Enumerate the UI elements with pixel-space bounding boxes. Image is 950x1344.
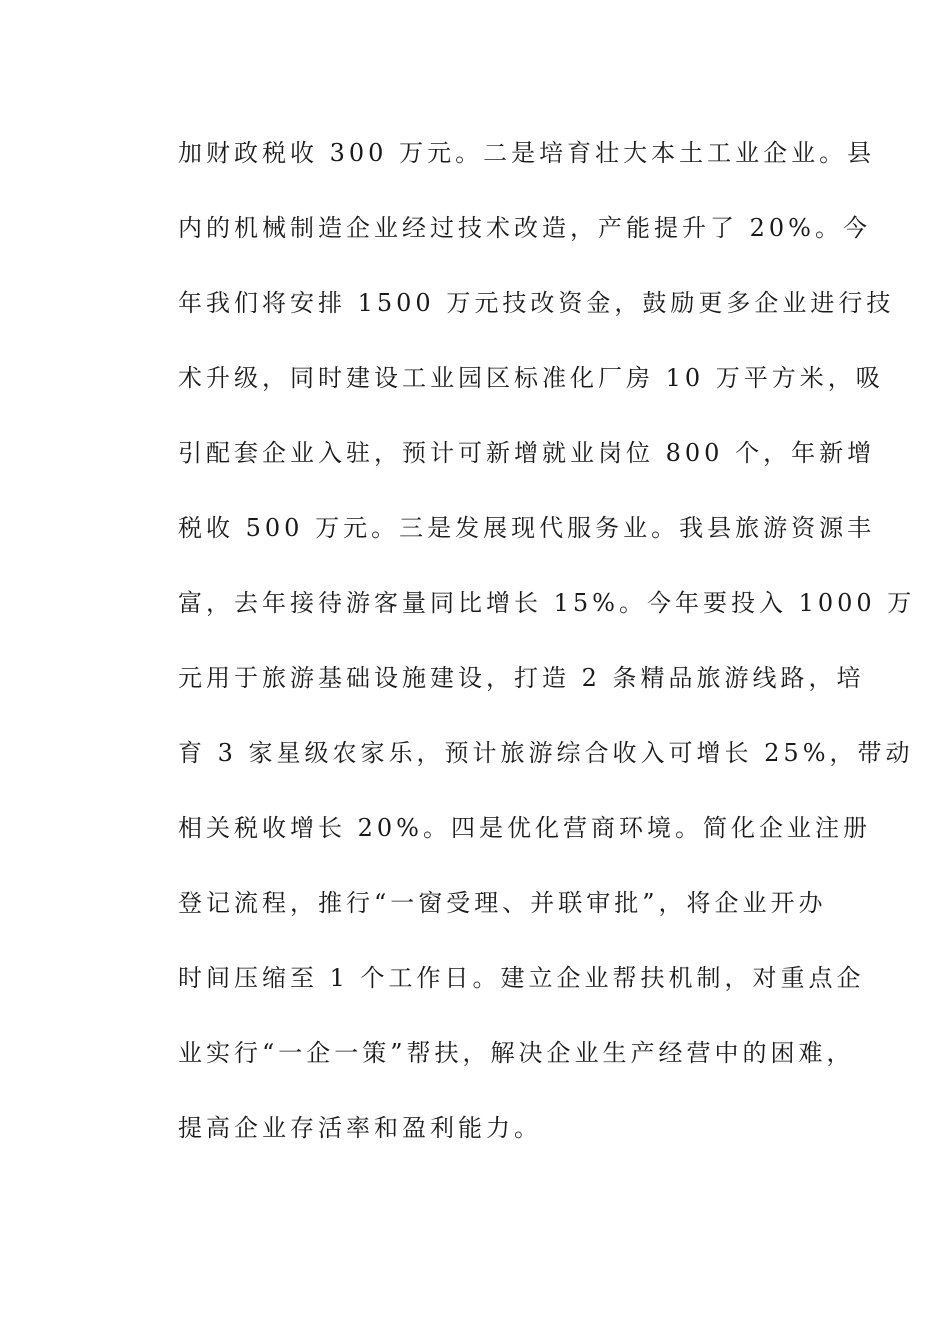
paragraph-line: 登记流程，推行“一窗受理、并联审批”，将企业开办	[178, 889, 827, 917]
paragraph-line: 相关税收增长 20%。四是优化营商环境。简化企业注册	[178, 814, 871, 842]
paragraph-line: 加财政税收 300 万元。二是培育壮大本土工业企业。县	[178, 139, 876, 167]
paragraph-line: 提高企业存活率和盈利能力。	[178, 1114, 542, 1142]
paragraph-line: 业实行“一企一策”帮扶，解决企业生产经营中的困难，	[178, 1039, 855, 1067]
paragraph-line: 元用于旅游基础设施建设，打造 2 条精品旅游线路，培	[178, 664, 865, 692]
paragraph-line: 引配套企业入驻，预计可新增就业岗位 800 个，年新增	[178, 439, 876, 467]
paragraph-line: 内的机械制造企业经过技术改造，产能提升了 20%。今	[178, 214, 871, 242]
paragraph-line: 税收 500 万元。三是发展现代服务业。我县旅游资源丰	[178, 514, 876, 542]
paragraph-line: 育 3 家星级农家乐，预计旅游综合收入可增长 25%，带动	[178, 739, 914, 767]
paragraph-line: 术升级，同时建设工业园区标准化厂房 10 万平方米，吸	[178, 364, 884, 392]
paragraph-line: 年我们将安排 1500 万元技改资金，鼓励更多企业进行技	[178, 289, 895, 317]
body-paragraph	[178, 130, 916, 1180]
paragraph-line: 富，去年接待游客量同比增长 15%。今年要投入 1000 万	[178, 589, 916, 617]
paragraph-line: 时间压缩至 1 个工作日。建立企业帮扶机制，对重点企	[178, 964, 865, 992]
